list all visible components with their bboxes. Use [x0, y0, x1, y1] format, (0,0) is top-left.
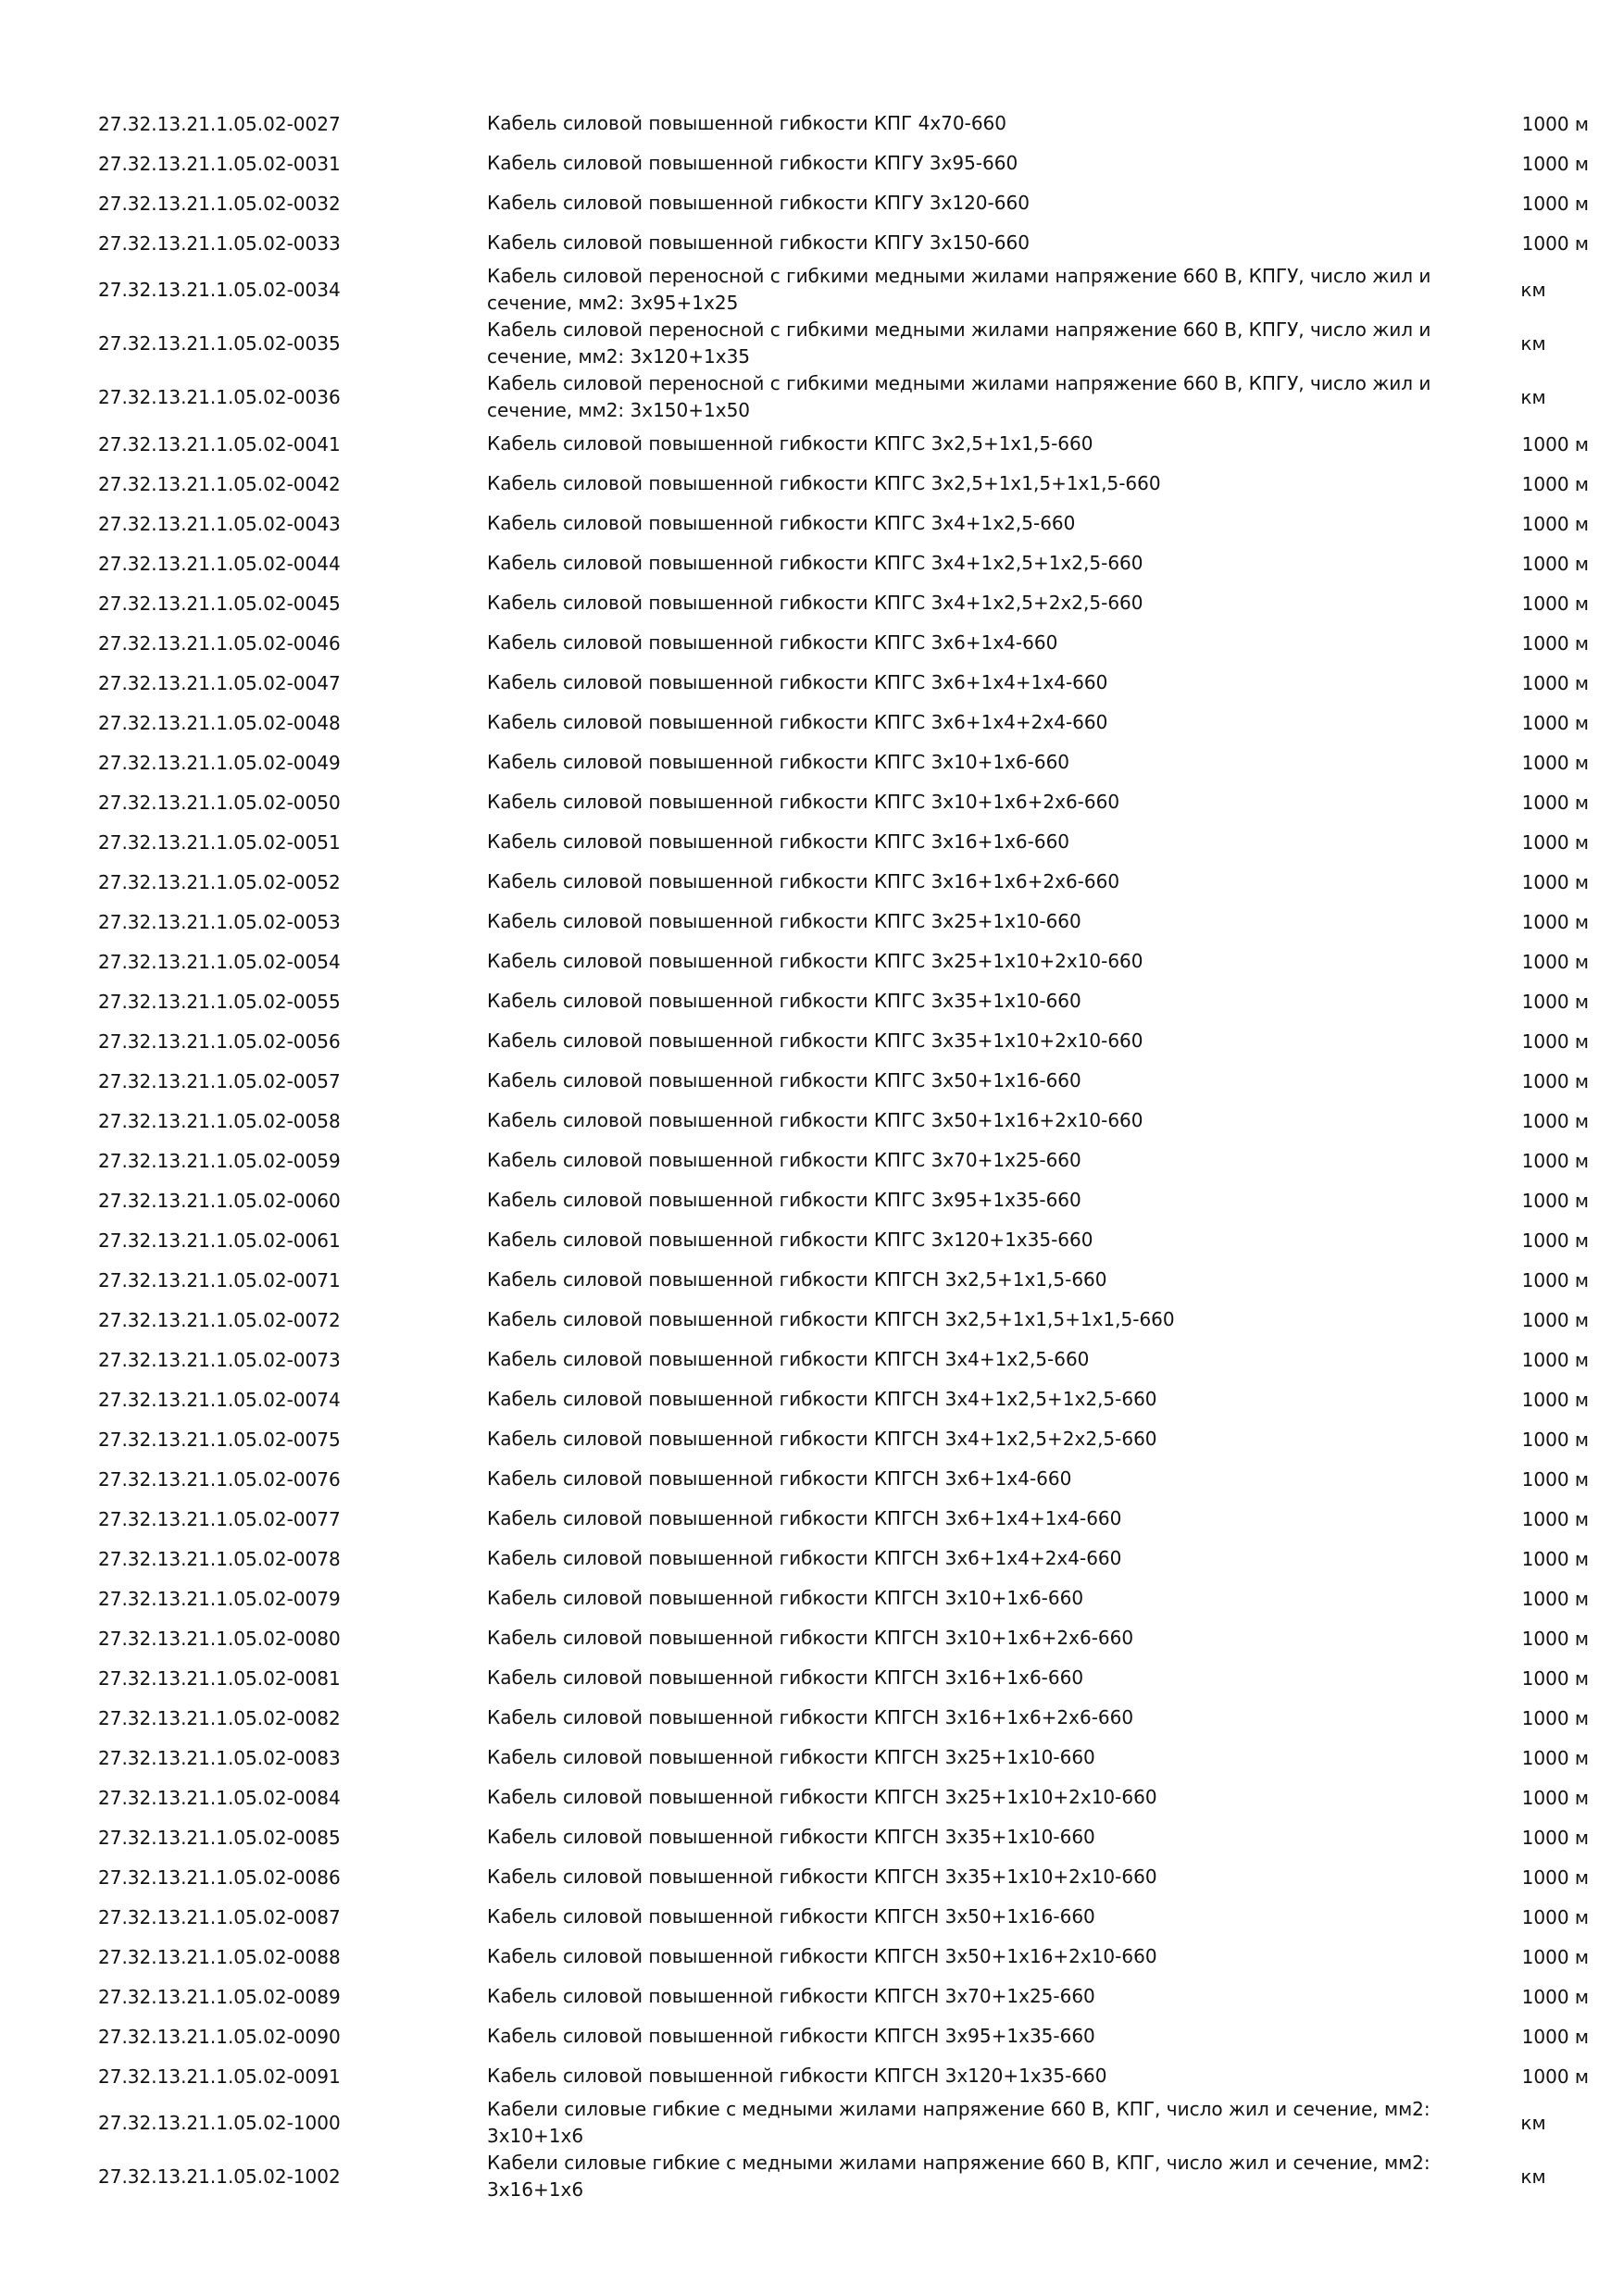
item-code: 27.32.13.21.1.05.02-0042	[98, 472, 341, 495]
table-row	[98, 2016, 1589, 2056]
table-row	[98, 822, 1589, 862]
item-unit: 1000 м	[1521, 1029, 1589, 1053]
item-code: 27.32.13.21.1.05.02-0081	[98, 1666, 341, 1690]
item-code: 27.32.13.21.1.05.02-0044	[98, 552, 341, 575]
table-row	[98, 504, 1589, 543]
table-row	[98, 1937, 1589, 1977]
table-row	[98, 1977, 1589, 2016]
item-name: Кабель силовой повышенной гибкости КПГСН 3х4+1х2,5-660	[487, 1348, 1090, 1370]
table-row	[98, 317, 1589, 370]
table-row	[98, 703, 1589, 742]
item-name: Кабели силовые гибкие с медными жилами напряжение 660 В, КПГ, число жил и сечение, мм2: 3х16+1х6	[487, 2152, 1430, 2201]
table-row	[98, 1101, 1589, 1141]
item-unit: 1000 м	[1521, 1229, 1589, 1252]
item-unit: 1000 м	[1521, 1706, 1589, 1729]
table-row	[98, 942, 1589, 981]
item-code: 27.32.13.21.1.05.02-0051	[98, 830, 341, 854]
table-row	[98, 1300, 1589, 1340]
table-row	[98, 1220, 1589, 1260]
item-code: 27.32.13.21.1.05.02-0046	[98, 631, 341, 655]
item-name: Кабель силовой повышенной гибкости КПГС 3х70+1х25-660	[487, 1149, 1081, 1171]
item-unit: 1000 м	[1521, 1189, 1589, 1212]
item-name: Кабель силовой повышенной гибкости КПГСН 3х35+1х10+2х10-660	[487, 1866, 1157, 1888]
table-row	[98, 1817, 1589, 1857]
table-row	[98, 902, 1589, 942]
item-code: 27.32.13.21.1.05.02-1000	[98, 2112, 341, 2134]
table-row	[98, 1499, 1589, 1539]
item-unit: км	[1520, 279, 1546, 301]
table-row	[98, 1340, 1589, 1379]
item-code: 27.32.13.21.1.05.02-0032	[98, 192, 341, 215]
item-name: Кабель силовой повышенной гибкости КПГС 3х6+1х4+1х4-660	[487, 671, 1108, 693]
item-code: 27.32.13.21.1.05.02-0035	[98, 332, 341, 355]
item-unit: 1000 м	[1521, 791, 1589, 814]
item-code: 27.32.13.21.1.05.02-0027	[98, 112, 341, 135]
item-name: Кабель силовой повышенной гибкости КПГС 3х16+1х6+2х6-660	[487, 870, 1120, 892]
table-row	[98, 623, 1589, 663]
item-unit: км	[1520, 2112, 1546, 2134]
item-name: Кабель силовой повышенной гибкости КПГУ 3х95-660	[487, 152, 1018, 174]
item-name: Кабель силовой повышенной гибкости КПГСН 3х6+1х4+2х4-660	[487, 1547, 1122, 1569]
item-code: 27.32.13.21.1.05.02-0057	[98, 1069, 341, 1092]
item-code: 27.32.13.21.1.05.02-0054	[98, 950, 341, 973]
item-unit: 1000 м	[1521, 2025, 1589, 2048]
table-row	[98, 1618, 1589, 1658]
item-name: Кабель силовой повышенной гибкости КПГС 3х25+1х10-660	[487, 910, 1081, 932]
item-name: Кабель силовой повышенной гибкости КПГС 3х4+1х2,5-660	[487, 512, 1076, 534]
item-name: Кабель силовой повышенной гибкости КПГСН 3х16+1х6+2х6-660	[487, 1706, 1134, 1728]
item-name: Кабель силовой повышенной гибкости КПГСН 3х50+1х16+2х10-660	[487, 1945, 1157, 1967]
item-code: 27.32.13.21.1.05.02-0033	[98, 231, 341, 255]
item-unit: 1000 м	[1521, 1866, 1589, 1889]
item-name: Кабель силовой переносной с гибкими медными жилами напряжение 660 В, КПГУ, число жил и сечение, мм2: 3х120+1х35	[487, 318, 1431, 368]
item-code: 27.32.13.21.1.05.02-0050	[98, 791, 341, 814]
item-name: Кабель силовой повышенной гибкости КПГС 3х120+1х35-660	[487, 1229, 1093, 1251]
item-name: Кабель силовой повышенной гибкости КПГС 3х50+1х16-660	[487, 1069, 1081, 1092]
table-row	[98, 1578, 1589, 1618]
table-row	[98, 1379, 1589, 1419]
item-unit: 1000 м	[1521, 1786, 1589, 1809]
item-code: 27.32.13.21.1.05.02-0060	[98, 1189, 341, 1212]
item-name: Кабель силовой повышенной гибкости КПГСН 3х50+1х16-660	[487, 1905, 1095, 1928]
item-unit: 1000 м	[1521, 1388, 1589, 1411]
item-name: Кабель силовой переносной с гибкими медными жилами напряжение 660 В, КПГУ, число жил и сечение, мм2: 3х150+1х50	[487, 372, 1431, 421]
item-name: Кабель силовой повышенной гибкости КПГСН 3х35+1х10-660	[487, 1826, 1095, 1848]
item-unit: 1000 м	[1521, 1507, 1589, 1530]
item-name: Кабель силовой повышенной гибкости КПГС 3х35+1х10-660	[487, 990, 1081, 1012]
item-unit: км	[1520, 2165, 1546, 2188]
item-unit: км	[1520, 332, 1546, 355]
item-name: Кабель силовой повышенной гибкости КПГСН 3х70+1х25-660	[487, 1985, 1095, 2007]
item-code: 27.32.13.21.1.05.02-0082	[98, 1706, 341, 1729]
table-row	[98, 2056, 1589, 2096]
item-unit: 1000 м	[1521, 1308, 1589, 1331]
item-unit: 1000 м	[1521, 751, 1589, 774]
item-unit: 1000 м	[1521, 192, 1589, 215]
table-row	[98, 1539, 1589, 1578]
item-name: Кабель силовой повышенной гибкости КПГУ 3х120-660	[487, 192, 1030, 214]
item-code: 27.32.13.21.1.05.02-0091	[98, 2065, 341, 2088]
table-row	[98, 663, 1589, 703]
table-row	[98, 424, 1589, 464]
item-code: 27.32.13.21.1.05.02-0055	[98, 990, 341, 1013]
item-name: Кабели силовые гибкие с медными жилами напряжение 660 В, КПГ, число жил и сечение, мм2: 3х10+1х6	[487, 2098, 1430, 2147]
item-unit: 1000 м	[1521, 830, 1589, 854]
table-row	[98, 223, 1589, 263]
item-name: Кабель силовой повышенной гибкости КПГС 3х2,5+1х1,5+1х1,5-660	[487, 472, 1161, 494]
table-row	[98, 1141, 1589, 1180]
item-code: 27.32.13.21.1.05.02-0061	[98, 1229, 341, 1252]
table-row	[98, 1778, 1589, 1817]
item-unit: 1000 м	[1521, 112, 1589, 135]
item-unit: 1000 м	[1521, 1905, 1589, 1928]
table-row	[98, 464, 1589, 504]
item-unit: 1000 м	[1521, 1467, 1589, 1491]
item-code: 27.32.13.21.1.05.02-0034	[98, 279, 341, 301]
item-name: Кабель силовой повышенной гибкости КПГСН 3х10+1х6+2х6-660	[487, 1627, 1134, 1649]
item-unit: 1000 м	[1521, 711, 1589, 734]
table-row	[98, 370, 1589, 424]
item-name: Кабель силовой повышенной гибкости КПГСН 3х25+1х10+2х10-660	[487, 1786, 1157, 1808]
item-name: Кабель силовой повышенной гибкости КПГСН 3х6+1х4+1х4-660	[487, 1507, 1122, 1529]
table-row	[98, 144, 1589, 183]
item-name: Кабель силовой повышенной гибкости КПГ 4х70-660	[487, 112, 1007, 134]
table-row	[98, 583, 1589, 623]
item-unit: 1000 м	[1521, 231, 1589, 255]
item-code: 27.32.13.21.1.05.02-0074	[98, 1388, 341, 1411]
table-row	[98, 1698, 1589, 1738]
item-name: Кабель силовой повышенной гибкости КПГСН 3х6+1х4-660	[487, 1467, 1072, 1490]
table-row	[98, 1260, 1589, 1300]
item-code: 27.32.13.21.1.05.02-0071	[98, 1268, 341, 1292]
table-row	[98, 1180, 1589, 1220]
item-name: Кабель силовой повышенной гибкости КПГСН 3х4+1х2,5+1х2,5-660	[487, 1388, 1157, 1410]
table-row	[98, 1738, 1589, 1778]
item-code: 27.32.13.21.1.05.02-0056	[98, 1029, 341, 1053]
item-unit: 1000 м	[1521, 990, 1589, 1013]
item-unit: 1000 м	[1521, 472, 1589, 495]
item-unit: 1000 м	[1521, 592, 1589, 615]
table-row	[98, 183, 1589, 223]
table-row	[98, 1857, 1589, 1897]
item-name: Кабель силовой повышенной гибкости КПГСН 3х10+1х6-660	[487, 1587, 1084, 1609]
item-code: 27.32.13.21.1.05.02-0047	[98, 671, 341, 694]
item-code: 27.32.13.21.1.05.02-0086	[98, 1866, 341, 1889]
item-unit: 1000 м	[1521, 1268, 1589, 1292]
item-unit: 1000 м	[1521, 1985, 1589, 2008]
table-row	[98, 1021, 1589, 1061]
item-code: 27.32.13.21.1.05.02-0085	[98, 1826, 341, 1849]
item-unit: 1000 м	[1521, 631, 1589, 655]
item-code: 27.32.13.21.1.05.02-0045	[98, 592, 341, 615]
item-code: 27.32.13.21.1.05.02-0052	[98, 870, 341, 893]
table-row	[98, 981, 1589, 1021]
item-unit: 1000 м	[1521, 432, 1589, 455]
table-row	[98, 1897, 1589, 1937]
item-name: Кабель силовой повышенной гибкости КПГС 3х10+1х6+2х6-660	[487, 791, 1120, 813]
item-unit: 1000 м	[1521, 950, 1589, 973]
table-row	[98, 263, 1589, 317]
item-unit: км	[1520, 386, 1546, 408]
item-unit: 1000 м	[1521, 1746, 1589, 1769]
item-unit: 1000 м	[1521, 870, 1589, 893]
item-unit: 1000 м	[1521, 152, 1589, 175]
item-name: Кабель силовой повышенной гибкости КПГСН 3х95+1х35-660	[487, 2025, 1095, 2047]
item-name: Кабель силовой повышенной гибкости КПГС 3х25+1х10+2х10-660	[487, 950, 1143, 972]
item-unit: 1000 м	[1521, 552, 1589, 575]
table-row	[98, 862, 1589, 902]
item-code: 27.32.13.21.1.05.02-0090	[98, 2025, 341, 2048]
item-code: 27.32.13.21.1.05.02-0043	[98, 512, 341, 535]
item-name: Кабель силовой повышенной гибкости КПГСН 3х2,5+1х1,5-660	[487, 1268, 1107, 1291]
item-code: 27.32.13.21.1.05.02-0048	[98, 711, 341, 734]
item-unit: 1000 м	[1521, 1945, 1589, 1968]
item-unit: 1000 м	[1521, 910, 1589, 933]
item-name: Кабель силовой повышенной гибкости КПГС 3х35+1х10+2х10-660	[487, 1029, 1143, 1052]
item-name: Кабель силовой повышенной гибкости КПГС 3х50+1х16+2х10-660	[487, 1109, 1143, 1131]
item-code: 27.32.13.21.1.05.02-0088	[98, 1945, 341, 1968]
item-code: 27.32.13.21.1.05.02-0079	[98, 1587, 341, 1610]
item-unit: 1000 м	[1521, 1826, 1589, 1849]
item-code: 27.32.13.21.1.05.02-0076	[98, 1467, 341, 1491]
item-code: 27.32.13.21.1.05.02-0073	[98, 1348, 341, 1371]
item-unit: 1000 м	[1521, 1428, 1589, 1451]
item-code: 27.32.13.21.1.05.02-0058	[98, 1109, 341, 1132]
item-name: Кабель силовой переносной с гибкими медными жилами напряжение 660 В, КПГУ, число жил и сечение, мм2: 3х95+1х25	[487, 265, 1431, 314]
item-code: 27.32.13.21.1.05.02-0072	[98, 1308, 341, 1331]
table-row	[98, 1061, 1589, 1101]
price-table	[98, 104, 1589, 2203]
item-unit: 1000 м	[1521, 1587, 1589, 1610]
table-row	[98, 2096, 1589, 2150]
item-name: Кабель силовой повышенной гибкости КПГСН 3х120+1х35-660	[487, 2065, 1107, 2087]
item-code: 27.32.13.21.1.05.02-0059	[98, 1149, 341, 1172]
item-code: 27.32.13.21.1.05.02-0031	[98, 152, 341, 175]
item-name: Кабель силовой повышенной гибкости КПГС 3х4+1х2,5+2х2,5-660	[487, 592, 1143, 614]
item-unit: 1000 м	[1521, 1069, 1589, 1092]
item-code: 27.32.13.21.1.05.02-0036	[98, 386, 341, 408]
item-unit: 1000 м	[1521, 1348, 1589, 1371]
item-name: Кабель силовой повышенной гибкости КПГС 3х95+1х35-660	[487, 1189, 1081, 1211]
item-code: 27.32.13.21.1.05.02-0078	[98, 1547, 341, 1570]
table-row	[98, 782, 1589, 822]
table-row	[98, 742, 1589, 782]
item-code: 27.32.13.21.1.05.02-0049	[98, 751, 341, 774]
table-row	[98, 1419, 1589, 1459]
item-code: 27.32.13.21.1.05.02-0087	[98, 1905, 341, 1928]
item-unit: 1000 м	[1521, 671, 1589, 694]
item-code: 27.32.13.21.1.05.02-0077	[98, 1507, 341, 1530]
item-name: Кабель силовой повышенной гибкости КПГСН 3х2,5+1х1,5+1х1,5-660	[487, 1308, 1175, 1330]
item-name: Кабель силовой повышенной гибкости КПГС 3х2,5+1х1,5-660	[487, 432, 1093, 455]
table-row	[98, 543, 1589, 583]
item-code: 27.32.13.21.1.05.02-1002	[98, 2165, 341, 2188]
item-name: Кабель силовой повышенной гибкости КПГС 3х6+1х4+2х4-660	[487, 711, 1108, 733]
item-unit: 1000 м	[1521, 1109, 1589, 1132]
item-unit: 1000 м	[1521, 1149, 1589, 1172]
item-name: Кабель силовой повышенной гибкости КПГСН 3х25+1х10-660	[487, 1746, 1095, 1768]
table-row	[98, 2150, 1589, 2203]
item-name: Кабель силовой повышенной гибкости КПГС 3х6+1х4-660	[487, 631, 1058, 654]
item-unit: 1000 м	[1521, 1666, 1589, 1690]
item-code: 27.32.13.21.1.05.02-0089	[98, 1985, 341, 2008]
item-name: Кабель силовой повышенной гибкости КПГУ 3х150-660	[487, 231, 1030, 254]
item-code: 27.32.13.21.1.05.02-0053	[98, 910, 341, 933]
item-name: Кабель силовой повышенной гибкости КПГС 3х4+1х2,5+1х2,5-660	[487, 552, 1143, 574]
item-name: Кабель силовой повышенной гибкости КПГСН 3х4+1х2,5+2х2,5-660	[487, 1428, 1157, 1450]
table-row	[98, 1459, 1589, 1499]
item-unit: 1000 м	[1521, 1627, 1589, 1650]
item-name: Кабель силовой повышенной гибкости КПГСН 3х16+1х6-660	[487, 1666, 1084, 1689]
table-row	[98, 104, 1589, 144]
item-code: 27.32.13.21.1.05.02-0084	[98, 1786, 341, 1809]
item-name: Кабель силовой повышенной гибкости КПГС 3х16+1х6-660	[487, 830, 1070, 853]
item-unit: 1000 м	[1521, 2065, 1589, 2088]
item-unit: 1000 м	[1521, 512, 1589, 535]
item-unit: 1000 м	[1521, 1547, 1589, 1570]
item-code: 27.32.13.21.1.05.02-0075	[98, 1428, 341, 1451]
table-row	[98, 1658, 1589, 1698]
item-code: 27.32.13.21.1.05.02-0041	[98, 432, 341, 455]
item-code: 27.32.13.21.1.05.02-0083	[98, 1746, 341, 1769]
item-name: Кабель силовой повышенной гибкости КПГС 3х10+1х6-660	[487, 751, 1070, 773]
item-code: 27.32.13.21.1.05.02-0080	[98, 1627, 341, 1650]
